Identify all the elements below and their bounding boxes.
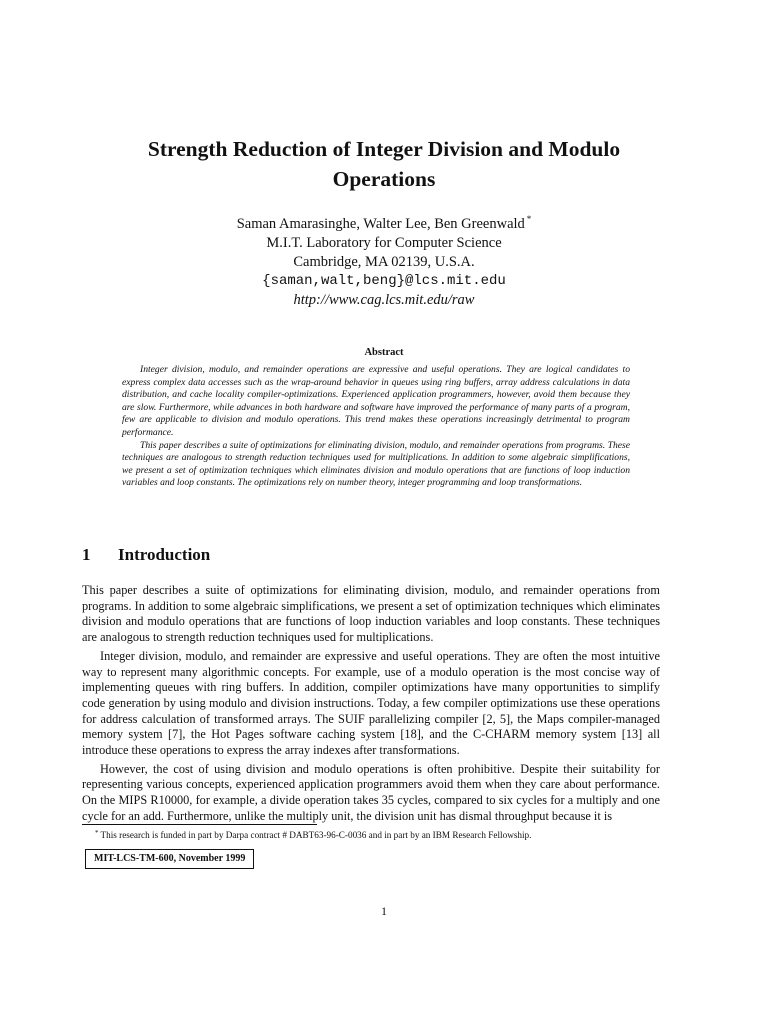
footnote-text: This research is funded in part by Darpa contract # DABT63-96-C-0036 and in part by an IBM Research Fellowship. xyxy=(100,830,532,840)
body-paragraph: However, the cost of using division and modulo operations is often prohibitive. Despite their suitability for representing various concepts, experienced application programmers avoid them when they care about performance. On the MIPS R10000, for example, a divide operation takes 35 cycles, compared to six cycles for a multiply and one cycle for an add. Furthermore, unlike the multiply unit, the division unit has dismal throughput because it is xyxy=(82,761,660,823)
body-paragraph: This paper describes a suite of optimizations for eliminating division, modulo, and remainder operations from programs. In addition to some algebraic simplifications, we present a set of optimization techniques which eliminates division and modulo operations that are functions of loop induction variables and loop constants. These techniques are analogous to strength reduction techniques used for multiplications. xyxy=(82,583,660,645)
address: Cambridge, MA 02139, U.S.A. xyxy=(293,254,475,270)
footnote-mark: * xyxy=(95,829,99,837)
author-line xyxy=(120,210,648,234)
abstract-body xyxy=(122,364,630,490)
section-number: 1 xyxy=(82,545,91,564)
abstract-paragraph: Integer division, modulo, and remainder operations are expressive and useful operations. They are logical candidates to express complex data accesses such as the wrap-around behavior in queues using ring buffers, array address calculations in data distribution, and cache locality compiler-optimizations. Experienced application programmers, however, avoid them because they are slow. Furthermore, while advances in both hardware and software have improved the performance of many parts of a program, few are applicable to division and modulo operations. This trend makes these operations increasingly detrimental to program performance. xyxy=(122,364,630,438)
footnote xyxy=(95,827,655,841)
paper-title: Strength Reduction of Integer Division and Modulo Operations xyxy=(147,137,621,191)
affiliation: M.I.T. Laboratory for Computer Science xyxy=(266,235,502,251)
abstract-heading: Abstract xyxy=(364,347,404,358)
section-heading xyxy=(82,545,210,565)
author-block xyxy=(120,210,648,310)
report-id-box: MIT-LCS-TM-600, November 1999 xyxy=(85,849,254,869)
section-body xyxy=(82,583,660,828)
footnote-rule xyxy=(82,824,317,825)
section-title: Introduction xyxy=(118,545,211,564)
abstract-paragraph: This paper describes a suite of optimizations for eliminating division, modulo, and remainder operations from programs. These techniques are analogous to strength reduction techniques used for multiplications. In addition to some algebraic simplifications, we present a set of optimization techniques which eliminates division and modulo operations that are functions of loop induction variables and loop constants. The optimizations rely on number theory, integer programming and loop transformations. xyxy=(122,439,630,489)
project-url: http://www.cag.lcs.mit.edu/raw xyxy=(293,292,475,308)
author-footnote-mark: * xyxy=(526,214,532,224)
page-number: 1 xyxy=(381,904,387,918)
author-names: Saman Amarasinghe, Walter Lee, Ben Greenwald xyxy=(236,216,525,232)
body-paragraph: Integer division, modulo, and remainder are expressive and useful operations. They are often the most intuitive way to represent many algorithmic concepts. For example, use of a modulo operation is the most concise way of implementing queues with ring buffers. In addition, compiler optimizations have many opportunities to simplify code generation by using modulo and division instructions. Today, a few compiler optimizations use these operations for address calculation of transformed arrays. The SUIF parallelizing compiler [2, 5], the Maps compiler-managed memory system [7], the Hot Pages software caching system [18], and the C-CHARM memory system [13] all introduce these operations to express the array indexes after transformations. xyxy=(82,648,660,758)
author-email: {saman,walt,beng}@lcs.mit.edu xyxy=(262,273,506,289)
